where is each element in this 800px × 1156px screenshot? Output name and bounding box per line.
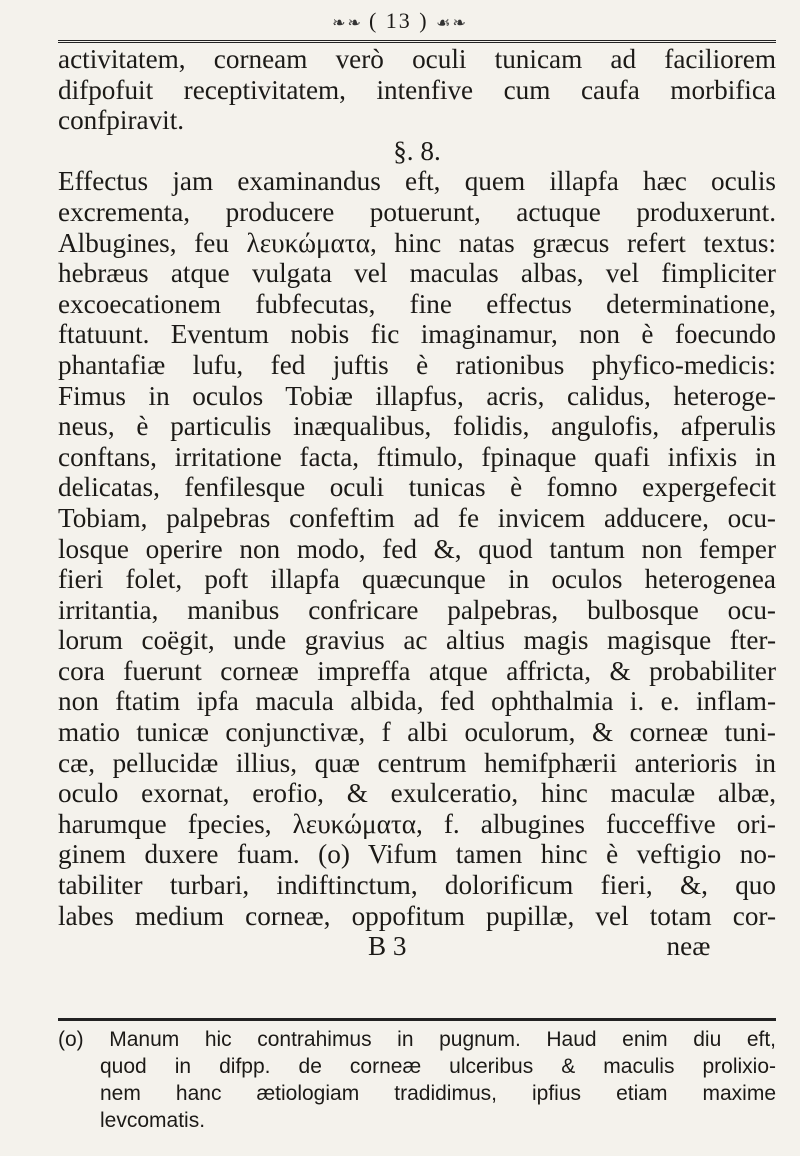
signature-mark: B 3: [368, 931, 407, 962]
header-ornament-left: ❧❧: [332, 15, 369, 32]
footnote-rule: [58, 1018, 776, 1021]
footnote: [58, 1026, 776, 1134]
text-line: hebræus atque vulgata vel maculas albas, vel fimpliciter: [58, 258, 776, 289]
header-rule: [58, 40, 776, 43]
text-line: Fimus in oculos Tobiæ illapfus, acris, calidus, heteroge-: [58, 380, 776, 411]
page-header: [0, 8, 800, 34]
catchword: neæ: [666, 931, 711, 962]
text-line: excoecationem fubfecutas, fine effectus determinatione,: [58, 288, 776, 319]
main-text: [58, 44, 776, 962]
text-line: confpiravit.: [58, 105, 185, 136]
text-line: lorum coëgit, unde gravius ac altius magis magisque fter-: [58, 625, 776, 656]
text-line: matio tunicæ conjunctivæ, f albi oculorum, & corneæ tuni-: [58, 717, 776, 748]
header-ornament-right: ☙❧: [436, 15, 468, 32]
text-line: irritantia, manibus confricare palpebras, bulbosque ocu-: [58, 594, 776, 625]
text-line: fieri folet, poft illapfa quæcunque in oculos heterogenea: [58, 564, 776, 595]
text-line: difpofuit receptivitatem, intenfive cum caufa morbifica: [58, 74, 776, 105]
text-line: harumque fpecies, λευκώματα, f. albugines fucceffive ori-: [58, 808, 776, 839]
text-line: conftans, irritatione facta, ftimulo, fpinaque quafi infixis in: [58, 441, 776, 472]
page-number: ( 13 ): [368, 8, 429, 33]
text-line: labes medium corneæ, oppofitum pupillæ, vel totam cor-: [58, 900, 776, 931]
text-line: losque operire non modo, fed &, quod tantum non femper: [58, 533, 776, 564]
text-line: Effectus jam examinandus eft, quem illapfa hæc oculis: [58, 166, 776, 197]
text-line: ginem duxere fuam. (o) Vifum tamen hinc è veftigio no-: [58, 839, 776, 870]
text-line: neus, è particulis inæqualibus, folidis, angulofis, afperulis: [58, 411, 776, 442]
text-line: Tobiam, palpebras confeftim ad fe invicem adducere, ocu-: [58, 502, 776, 533]
text-line: delicatas, fenfilesque oculi tunicas è fomno expergefecit: [58, 472, 776, 503]
text-line: Albugines, feu λευκώματα, hinc natas græcus refert textus:: [58, 227, 776, 258]
text-line: tabiliter turbari, indiftinctum, dolorificum fieri, &, quo: [58, 870, 776, 901]
signature-line: [58, 931, 776, 962]
section-heading: §. 8.: [393, 135, 441, 166]
text-line: oculo exornat, erofio, & exulceratio, hinc maculæ albæ,: [58, 778, 776, 809]
text-line: cæ, pellucidæ illius, quæ centrum hemifphærii anterioris in: [58, 747, 776, 778]
text-line: non ftatim ipfa macula albida, fed ophthalmia i. e. inflam-: [58, 686, 776, 717]
text-line: excrementa, producere potuerunt, actuque produxerunt.: [58, 196, 776, 227]
footnote-line: quod in difpp. de corneæ ulceribus & maculis prolixio-: [100, 1055, 776, 1078]
footnote-line: (o) Manum hic contrahimus in pugnum. Haud enim diu eft,: [58, 1028, 776, 1051]
text-line: ftatuunt. Eventum nobis fic imaginamur, non è foecundo: [58, 319, 776, 350]
text-line: activitatem, corneam verò oculi tunicam ad faciliorem: [58, 44, 776, 74]
text-line: phantafiæ lufu, fed juftis è rationibus phyfico-medicis:: [58, 349, 776, 380]
text-line: cora fuerunt corneæ impreffa atque affricta, & probabiliter: [58, 655, 776, 686]
footnote-line: nem hanc ætiologiam tradidimus, ipfius etiam maxime: [100, 1082, 776, 1105]
footnote-line: levcomatis.: [100, 1109, 206, 1132]
